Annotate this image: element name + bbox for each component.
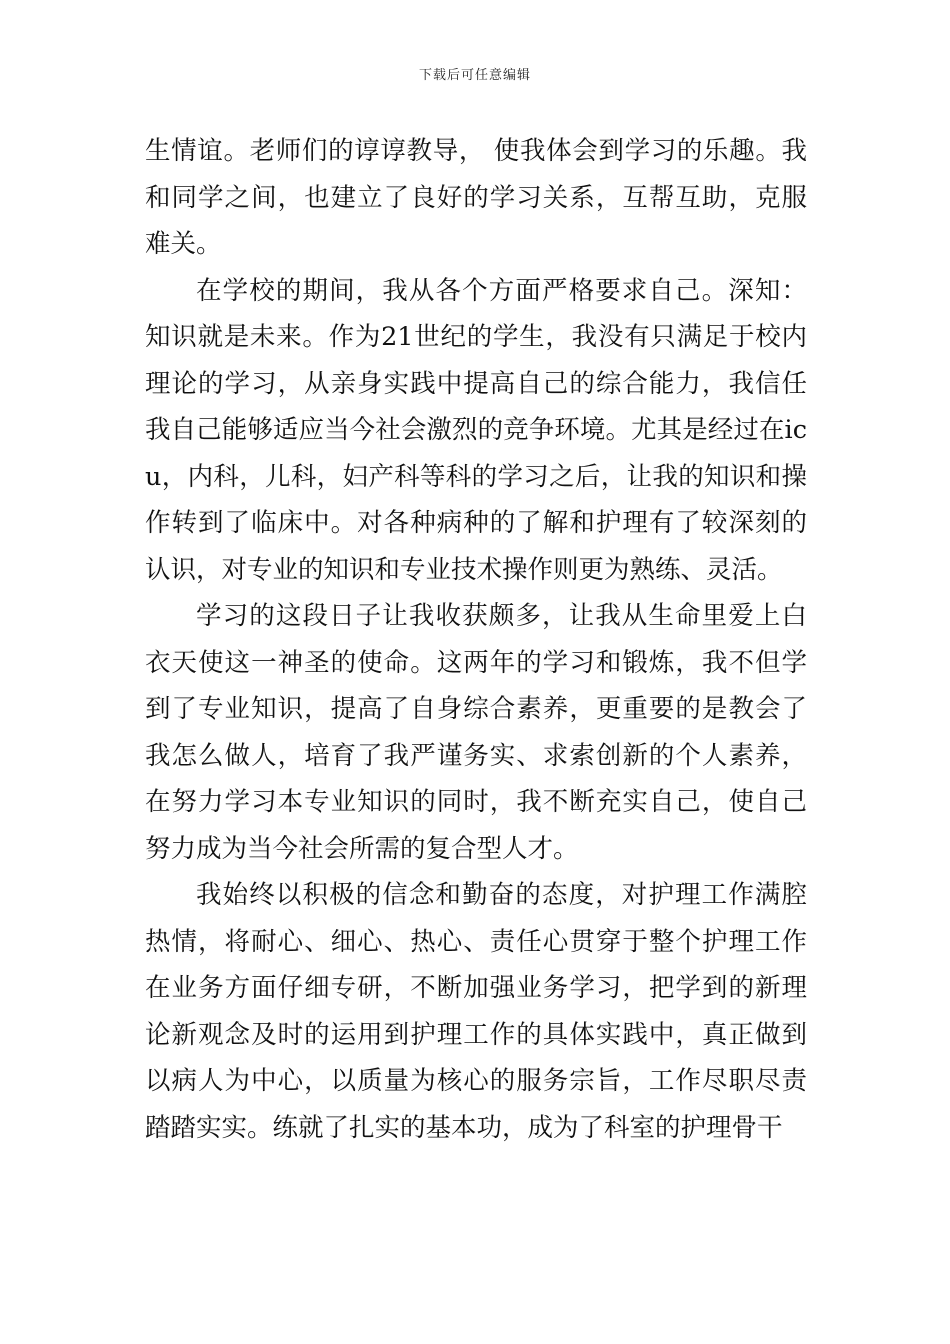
paragraph-4: 我始终以积极的信念和勤奋的态度，对护理工作满腔热情，将耐心、细心、热心、责任心贯穿于整个护理工作在业务方面仔细专研，不断加强业务学习，把学到的新理论新观念及时的运用到护理工作的具体实践中，真正做到以病人为中心，以质量为核心的服务宗旨，工作尽职尽责踏踏实实。练就了扎实的基本功，成为了科室的护理骨干 (145, 880, 807, 1143)
document-body (145, 128, 807, 1151)
paragraph-2: 在学校的期间，我从各个方面严格要求自己。深知：知识就是未来。作为21世纪的学生，我没有只满足于校内理论的学习，从亲身实践中提高自己的综合能力，我信任我自己能够适应当今社会激烈的竞争环境。尤其是经过在icu，内科，儿科，妇产科等科的学习之后，让我的知识和操作转到了临床中。对各种病种的了解和护理有了较深刻的认识，对专业的知识和专业技术操作则更为熟练、灵活。 (145, 275, 807, 585)
paragraph-1: 生情谊。老师们的谆谆教导， 使我体会到学习的乐趣。我和同学之间，也建立了良好的学习关系，互帮互助，克服难关。 (145, 136, 807, 259)
paragraph-3: 学习的这段日子让我收获颇多，让我从生命里爱上白衣天使这一神圣的使命。这两年的学习和锻炼，我不但学到了专业知识，提高了自身综合素养，更重要的是教会了我怎么做人，培育了我严谨务实、求索创新的个人素养，在努力学习本专业知识的同时，我不断充实自己，使自己努力成为当今社会所需的复合型人才。 (145, 601, 807, 864)
page-header: 下载后可任意编辑 (418, 68, 531, 83)
